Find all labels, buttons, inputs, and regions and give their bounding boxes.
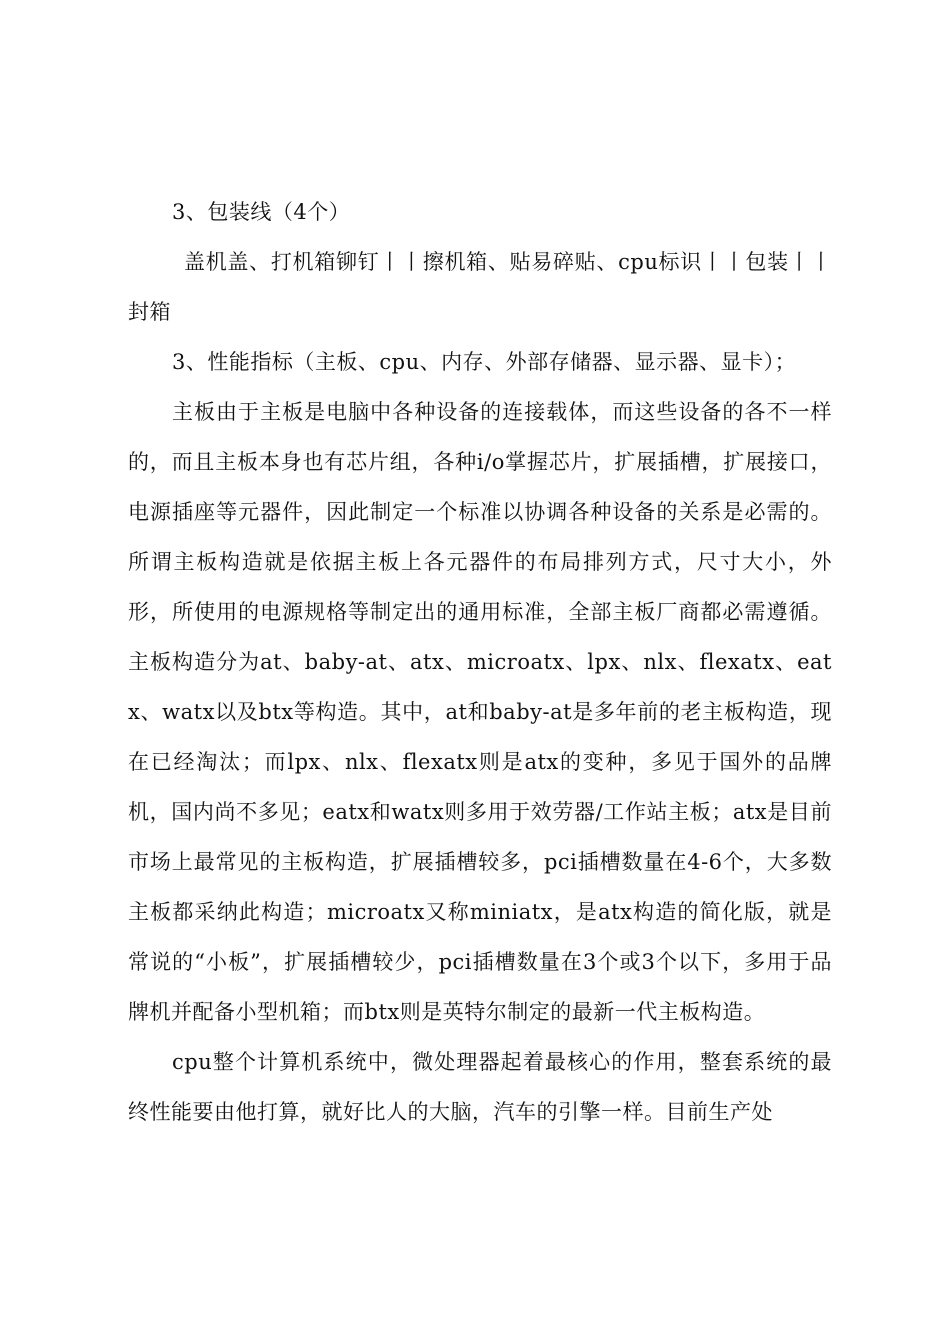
document-body [128,187,832,1137]
section-heading-performance-indicators: 3、性能指标（主板、cpu、内存、外部存储器、显示器、显卡）； [172,350,797,374]
paragraph-packaging-steps: 盖机盖、打机箱铆钉丨丨擦机箱、贴易碎贴、cpu标识丨丨包装丨丨封箱 [128,250,832,324]
section-heading-packaging-line: 3、包装线（4个） [172,200,351,224]
paragraph-cpu: cpu整个计算机系统中，微处理器起着最核心的作用，整套系统的最终性能要由他打算，就好比人的大脑，汽车的引擎一样。目前生产处 [128,1050,832,1124]
paragraph-motherboard: 主板由于主板是电脑中各种设备的连接载体，而这些设备的各不一样的，而且主板本身也有芯片组，各种i/o掌握芯片，扩展插槽，扩展接口，电源插座等元器件，因此制定一个标准以协调各种设备的关系是必需的。所谓主板构造就是依据主板上各元器件的布局排列方式，尺寸大小，外形，所使用的电源规格等制定出的通用标准，全部主板厂商都必需遵循。主板构造分为at、baby-at、atx、microatx、lpx、nlx、flexatx、eatx、watx以及btx等构造。其中，at和baby-at是多年前的老主板构造，现在已经淘汰；而lpx、nlx、flexatx则是atx的变种，多见于国外的品牌机，国内尚不多见；eatx和watx则多用于效劳器/工作站主板；atx是目前市场上最常见的主板构造，扩展插槽较多，pci插槽数量在4-6个，大多数主板都采纳此构造；microatx又称miniatx，是atx构造的简化版，就是常说的“小板”，扩展插槽较少，pci插槽数量在3个或3个以下，多用于品牌机并配备小型机箱；而btx则是英特尔制定的最新一代主板构造。 [128,400,832,1024]
